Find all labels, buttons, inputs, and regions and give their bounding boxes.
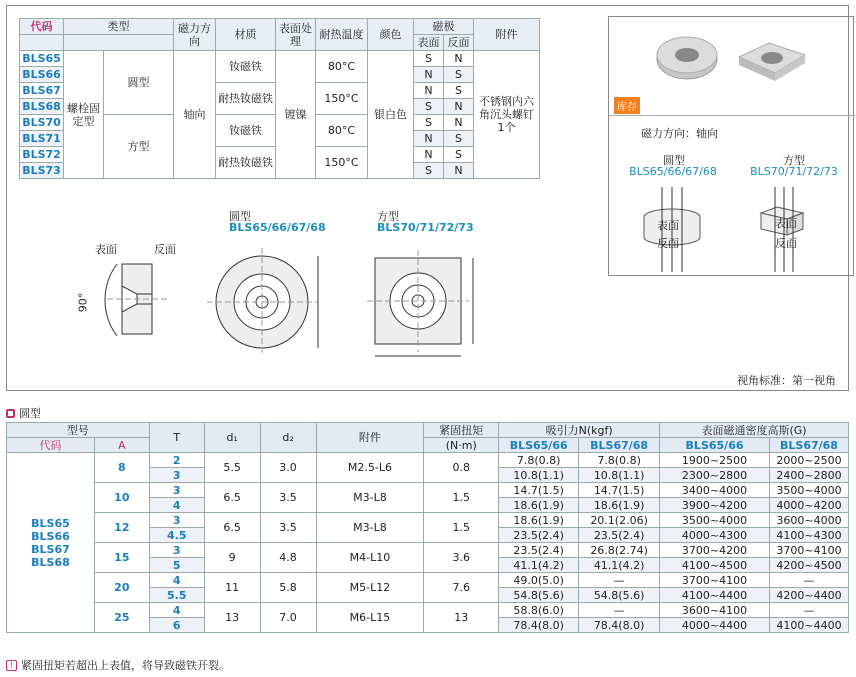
g2-cell: 4100~4400 [769, 618, 848, 633]
magnet-direction-icon [609, 177, 855, 277]
code-cell: BLS67 [20, 83, 64, 99]
f2-cell: — [579, 603, 660, 618]
pole-back: N [444, 99, 474, 115]
h-surface: 表面处理 [276, 19, 316, 51]
f1-cell: 23.5(2.4) [499, 543, 579, 558]
square-label: 方型 [783, 154, 805, 167]
code-item: BLS68 [31, 555, 70, 569]
h-force: 吸引力N(kgf) [499, 423, 660, 438]
d2-cell: 4.8 [260, 543, 316, 573]
mat: 钕磁铁 [216, 51, 276, 83]
h-T: T [149, 423, 204, 453]
spec-table [19, 18, 540, 179]
A-cell: 15 [94, 543, 149, 573]
f1-cell: 18.6(1.9) [499, 513, 579, 528]
T-cell: 4 [149, 573, 204, 588]
f1-cell: 78.4(8.0) [499, 618, 579, 633]
pole-front: N [414, 67, 444, 83]
f1-cell: 14.7(1.5) [499, 483, 579, 498]
h-magdir: 磁力方向 [174, 19, 216, 51]
code-item: BLS67 [31, 542, 70, 556]
f1-cell: 18.6(1.9) [499, 498, 579, 513]
pole-back: S [444, 67, 474, 83]
acc-cell: M5-L12 [316, 573, 424, 603]
g1-cell: 1900~2500 [660, 453, 770, 468]
g1-cell: 4100~4400 [660, 588, 770, 603]
pole-back: S [444, 83, 474, 99]
f2-cell: 54.8(5.6) [579, 588, 660, 603]
h-torque-unit: (N·m) [424, 438, 499, 453]
code-cell: BLS68 [20, 99, 64, 115]
torque-cell: 3.6 [424, 543, 499, 573]
mat: 钕磁铁 [216, 115, 276, 147]
g2-cell: 3500~4000 [769, 483, 848, 498]
square-codes: BLS70/71/72/73 [377, 221, 474, 234]
A-cell: 25 [94, 603, 149, 633]
product-info-box [608, 16, 854, 276]
temp: 80°C [316, 51, 368, 83]
code-item: BLS66 [31, 529, 70, 543]
code-cell: BLS73 [20, 163, 64, 179]
f2-cell: 23.5(2.4) [579, 528, 660, 543]
round-label: 圆型 [229, 210, 251, 223]
acc-cell: M2.5-L6 [316, 453, 424, 483]
temp: 150°C [316, 147, 368, 179]
pole-front: S [414, 99, 444, 115]
A-cell: 20 [94, 573, 149, 603]
table-row [7, 603, 849, 618]
sub-h: BLS65/66 [499, 438, 579, 453]
d1-cell: 11 [204, 573, 260, 603]
g1-cell: 4000~4300 [660, 528, 770, 543]
pole-back: N [444, 163, 474, 179]
code-cell: BLS72 [20, 147, 64, 163]
T-cell: 5.5 [149, 588, 204, 603]
table-row [7, 513, 849, 528]
A-cell: 8 [94, 453, 149, 483]
top-panel [6, 5, 849, 391]
surface: 镀镍 [276, 51, 316, 179]
g1-cell: 3700~4200 [660, 543, 770, 558]
table-row [7, 483, 849, 498]
T-cell: 6 [149, 618, 204, 633]
code-cell: BLS70 [20, 115, 64, 131]
d1-cell: 6.5 [204, 513, 260, 543]
d1-cell: 9 [204, 543, 260, 573]
pole-back: N [444, 115, 474, 131]
table-row [7, 573, 849, 588]
h-code: 代码 [7, 438, 95, 453]
face-front: 表面 [657, 219, 679, 232]
f1-cell: 49.0(5.0) [499, 573, 579, 588]
f2-cell: 20.1(2.06) [579, 513, 660, 528]
h-d1: d₁ [204, 423, 260, 453]
pole-back: N [444, 51, 474, 67]
g1-cell: 2300~2800 [660, 468, 770, 483]
d2-cell: 7.0 [260, 603, 316, 633]
T-cell: 4.5 [149, 528, 204, 543]
A-cell: 10 [94, 483, 149, 513]
h-A: A [94, 438, 149, 453]
g2-cell: — [769, 573, 848, 588]
f1-cell: 58.8(6.0) [499, 603, 579, 618]
pole-front: N [414, 131, 444, 147]
g2-cell: 2000~2500 [769, 453, 848, 468]
temp: 80°C [316, 115, 368, 147]
mat: 耐热钕磁铁 [216, 83, 276, 115]
g1-cell: 3600~4100 [660, 603, 770, 618]
sub-h: BLS65/66 [660, 438, 770, 453]
h-d2: d₂ [260, 423, 316, 453]
h-model: 型号 [7, 423, 150, 438]
g1-cell: 4100~4500 [660, 558, 770, 573]
pole-back: S [444, 147, 474, 163]
d1-cell: 6.5 [204, 483, 260, 513]
f2-cell: 14.7(1.5) [579, 483, 660, 498]
temp: 150°C [316, 83, 368, 115]
h-material: 材质 [216, 19, 276, 51]
code-cell: BLS65 [20, 51, 64, 67]
code-cell [7, 453, 95, 633]
round-codes: BLS65/66/67/68 [229, 221, 326, 234]
d2-cell: 5.8 [260, 573, 316, 603]
h-pole-back: 反面 [444, 35, 474, 51]
torque-cell: 13 [424, 603, 499, 633]
product-photo [609, 17, 855, 107]
warning-icon: ! [6, 660, 17, 671]
code-cell: BLS66 [20, 67, 64, 83]
warning-note: ! 紧固扭矩若超出上表值，将导致磁铁开裂。 [6, 657, 230, 673]
acc-cell: M3-L8 [316, 513, 424, 543]
g2-cell: 3700~4100 [769, 543, 848, 558]
f1-cell: 10.8(1.1) [499, 468, 579, 483]
f2-cell: 78.4(8.0) [579, 618, 660, 633]
h-heat: 耐热温度 [316, 19, 368, 51]
g2-cell: 3600~4000 [769, 513, 848, 528]
spec-main-table [6, 422, 849, 633]
d1-cell: 5.5 [204, 453, 260, 483]
T-cell: 3 [149, 543, 204, 558]
f2-cell: 18.6(1.9) [579, 498, 660, 513]
g1-cell: 3400~4000 [660, 483, 770, 498]
square-bullet-icon [6, 409, 15, 418]
h-color: 颜色 [368, 19, 414, 51]
label-front: 表面 [95, 243, 117, 256]
g1-cell: 4000~4400 [660, 618, 770, 633]
angle-label: 90° [76, 292, 90, 313]
g2-cell: 4000~4200 [769, 498, 848, 513]
g1-cell: 3500~4000 [660, 513, 770, 528]
section-title: 圆型 [6, 405, 41, 421]
T-cell: 4 [149, 603, 204, 618]
accessory: 不锈钢内六角沉头螺钉1个 [474, 51, 540, 179]
f1-cell: 23.5(2.4) [499, 528, 579, 543]
T-cell: 3 [149, 513, 204, 528]
sub-h: BLS67/68 [769, 438, 848, 453]
d2-cell: 3.5 [260, 513, 316, 543]
d1-cell: 13 [204, 603, 260, 633]
face-back: 反面 [775, 237, 797, 250]
h-pole: 磁极 [414, 19, 474, 35]
acc-cell: M3-L8 [316, 483, 424, 513]
g2-cell: 2400~2800 [769, 468, 848, 483]
torque-cell: 1.5 [424, 513, 499, 543]
h-accessory: 附件 [474, 19, 540, 51]
T-cell: 4 [149, 498, 204, 513]
face-back: 反面 [657, 237, 679, 250]
pole-back: S [444, 131, 474, 147]
pole-front: S [414, 163, 444, 179]
f1-cell: 54.8(5.6) [499, 588, 579, 603]
T-cell: 5 [149, 558, 204, 573]
torque-cell: 1.5 [424, 483, 499, 513]
g2-cell: 4100~4300 [769, 528, 848, 543]
pole-front: S [414, 51, 444, 67]
f2-cell: 26.8(2.74) [579, 543, 660, 558]
pole-front: N [414, 147, 444, 163]
color: 银白色 [368, 51, 414, 179]
f2-cell: 41.1(4.2) [579, 558, 660, 573]
g1-cell: 3700~4100 [660, 573, 770, 588]
h-accessory: 附件 [316, 423, 424, 453]
T-cell: 3 [149, 483, 204, 498]
square-label: 方型 [377, 210, 399, 223]
h-code: 代码 [20, 19, 64, 35]
d2-cell: 3.0 [260, 453, 316, 483]
g2-cell: — [769, 603, 848, 618]
h-pole-front: 表面 [414, 35, 444, 51]
round-label: 圆型 [663, 154, 685, 167]
f2-cell: 10.8(1.1) [579, 468, 660, 483]
acc-cell: M6-L15 [316, 603, 424, 633]
torque-cell: 7.6 [424, 573, 499, 603]
mat: 耐热钕磁铁 [216, 147, 276, 179]
mag-dir: 轴向 [174, 51, 216, 179]
round-codes: BLS65/66/67/68 [629, 165, 717, 178]
type-round: 圆型 [104, 51, 174, 115]
f1-cell: 7.8(0.8) [499, 453, 579, 468]
g2-cell: 4200~4400 [769, 588, 848, 603]
h-type: 类型 [64, 19, 174, 35]
f2-cell: 7.8(0.8) [579, 453, 660, 468]
label-back: 反面 [154, 243, 176, 256]
square-codes: BLS70/71/72/73 [750, 165, 838, 178]
type-main: 螺栓固定型 [64, 51, 104, 179]
h-flux: 表面磁通密度高斯(G) [660, 423, 849, 438]
face-front: 表面 [775, 217, 797, 230]
torque-cell: 0.8 [424, 453, 499, 483]
code-item: BLS65 [31, 516, 70, 530]
h-torque: 紧固扭矩 [424, 423, 499, 438]
acc-cell: M4-L10 [316, 543, 424, 573]
T-cell: 2 [149, 453, 204, 468]
f2-cell: — [579, 573, 660, 588]
f1-cell: 41.1(4.2) [499, 558, 579, 573]
pole-front: S [414, 115, 444, 131]
stock-badge: 库存 [614, 97, 640, 114]
code-cell: BLS71 [20, 131, 64, 147]
view-standard: 视角标准：第一视角 [737, 374, 836, 387]
pole-front: N [414, 83, 444, 99]
mag-direction: 磁力方向：轴向 [641, 127, 718, 140]
T-cell: 3 [149, 468, 204, 483]
g1-cell: 3900~4200 [660, 498, 770, 513]
A-cell: 12 [94, 513, 149, 543]
type-square: 方型 [104, 115, 174, 179]
g2-cell: 4200~4500 [769, 558, 848, 573]
table-row [7, 453, 849, 468]
sub-h: BLS67/68 [579, 438, 660, 453]
d2-cell: 3.5 [260, 483, 316, 513]
table-row [7, 543, 849, 558]
